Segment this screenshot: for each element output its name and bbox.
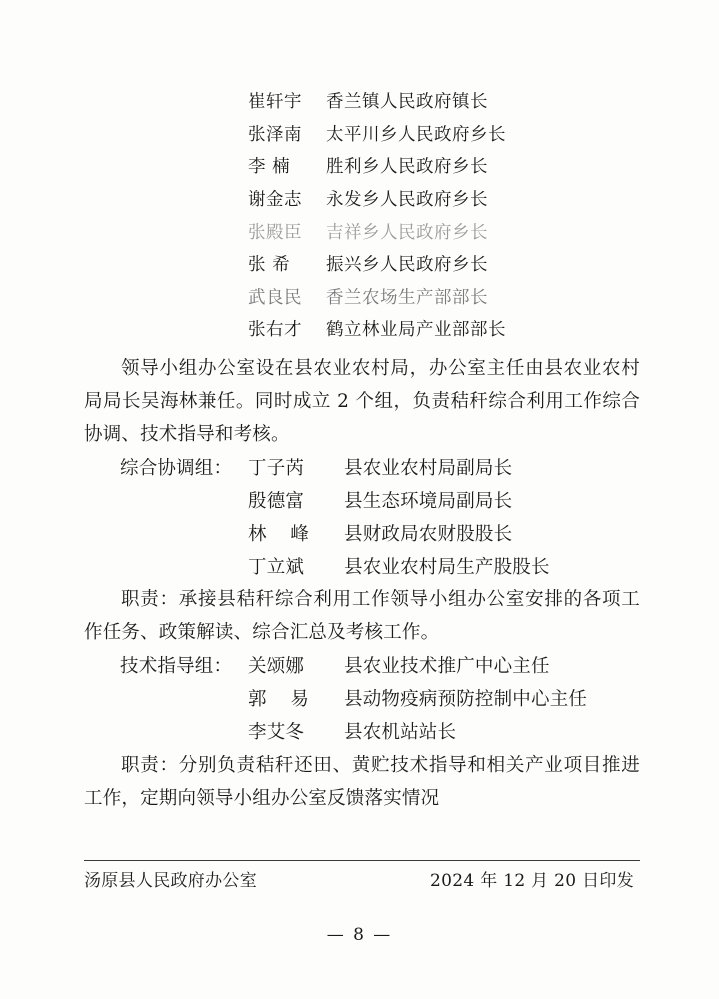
person-title: 鹤立林业局产业部部长 [326, 320, 506, 341]
group-member-row [84, 552, 640, 585]
list-item [84, 255, 640, 275]
list-item [84, 125, 640, 145]
person-name: 张右才 [248, 320, 302, 341]
list-item [84, 288, 640, 308]
person-name: 崔轩宇 [248, 92, 302, 112]
group-coordination [84, 453, 640, 585]
member-name: 关颂娜 [248, 656, 305, 678]
person-title: 胜利乡人民政府乡长 [326, 157, 488, 178]
person-title: 吉祥乡人民政府乡长 [326, 222, 488, 243]
group-member-row [84, 519, 640, 552]
member-name: 李艾冬 [248, 722, 305, 744]
member-title: 县农业技术推广中心主任 [344, 656, 550, 678]
duty-technical: 职责：分别负责秸秆还田、黄贮技术指导和相关产业项目推进工作，定期向领导小组办公室反馈落实情况 [84, 755, 640, 809]
group-label: 综合协调组： [120, 457, 233, 479]
group-label: 技术指导组： [120, 656, 233, 678]
list-item [84, 223, 640, 243]
person-name: 武良民 [248, 287, 302, 308]
paragraph-office: 领导小组办公室设在县农业农村局，办公室主任由县农业农村局局长吴海林兼任。同时成立 2 个组，负责秸秆综合利用工作综合协调、技术指导和考核。 [84, 358, 640, 445]
footer-date: 2024 年 12 月 20 日印发 [430, 871, 634, 891]
group-member-row [84, 651, 640, 684]
group-member-row [84, 717, 640, 750]
person-title: 香兰镇人民政府镇长 [326, 92, 488, 112]
footer-divider [84, 860, 640, 861]
member-name: 殷德富 [248, 490, 305, 512]
list-item [84, 157, 640, 177]
member-title: 县财政局农财股股长 [344, 523, 513, 545]
group-member-row [84, 486, 640, 519]
group-member-row [84, 684, 640, 717]
leader-name-list [84, 92, 640, 341]
person-name: 谢金志 [248, 189, 302, 210]
person-name: 张泽南 [248, 124, 302, 145]
member-title: 县动物疫病预防控制中心主任 [344, 689, 588, 711]
person-title: 太平川乡人民政府乡长 [326, 124, 506, 145]
group-technical [84, 651, 640, 750]
page-number: — 8 — [326, 925, 393, 945]
duty-coordination: 职责：承接县秸秆综合利用工作领导小组办公室安排的各项工作任务、政策解读、综合汇总及考核工作。 [84, 589, 640, 644]
list-item [84, 320, 640, 340]
member-name: 丁子芮 [248, 457, 305, 479]
member-title: 县农机站站长 [344, 722, 457, 744]
list-item [84, 190, 640, 210]
member-title: 县生态环境局副局长 [344, 490, 513, 512]
person-title: 振兴乡人民政府乡长 [326, 255, 488, 276]
member-title: 县农业农村局副局长 [344, 457, 513, 479]
list-item [84, 92, 640, 112]
person-title: 香兰农场生产部部长 [326, 287, 488, 308]
person-name: 李 楠 [248, 157, 291, 178]
person-name: 张 希 [248, 255, 291, 276]
person-title: 永发乡人民政府乡长 [326, 189, 488, 210]
group-member-row [84, 453, 640, 486]
member-name: 林 峰 [248, 523, 318, 545]
footer-issuer: 汤原县人民政府办公室 [84, 871, 257, 891]
member-name: 郭 易 [248, 689, 318, 711]
person-name: 张殿臣 [248, 222, 302, 243]
page-footer [84, 866, 640, 891]
document-body [84, 92, 640, 817]
member-name: 丁立斌 [248, 556, 305, 578]
member-title: 县农业农村局生产股股长 [344, 556, 550, 578]
